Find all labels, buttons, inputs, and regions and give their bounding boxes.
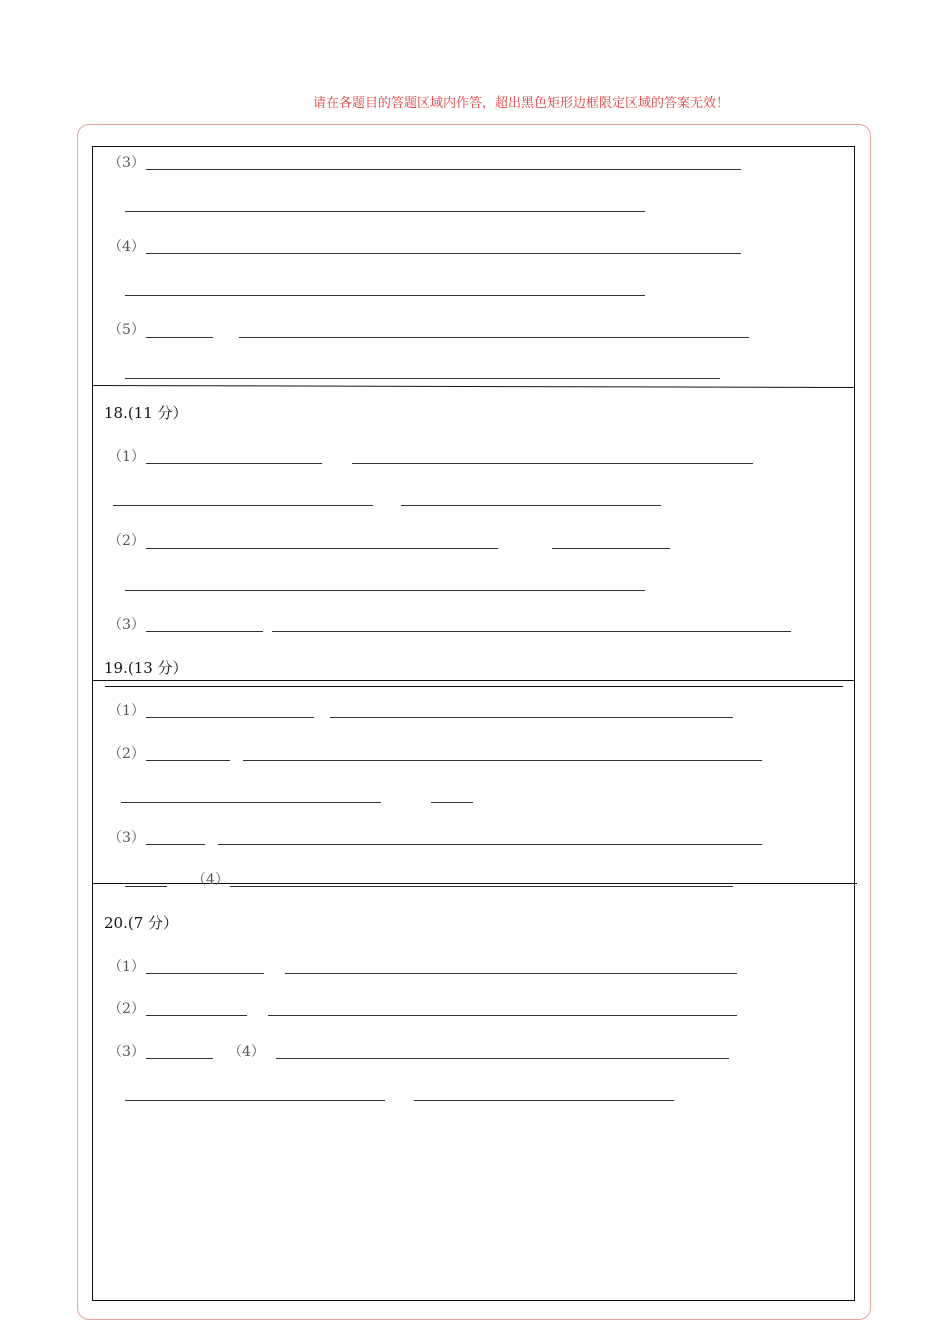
divider-19-header-rule (105, 686, 843, 687)
q19-part3-answer-blank-2[interactable] (218, 844, 762, 845)
q18-part1-answer-blank-2[interactable] (352, 463, 753, 464)
q17-part5-answer-line-2[interactable] (125, 378, 720, 379)
q17-part5-label: （5） (108, 322, 145, 338)
q18-part2-answer-blank-1[interactable] (146, 548, 498, 549)
q20-part1-answer-blank-1[interactable] (146, 973, 264, 974)
q20-part2-answer-blank-1[interactable] (146, 1015, 247, 1016)
answer-area-notice: 请在各题目的答题区域内作答，超出黑色矩形边框限定区域的答案无效！ (312, 96, 729, 111)
q17-part4-answer-line-1[interactable] (146, 253, 741, 254)
q19-part3-answer-blank-1[interactable] (146, 844, 205, 845)
q19-part2-answer-blank-1[interactable] (146, 760, 230, 761)
q19-part1-answer-blank-1[interactable] (146, 717, 314, 718)
q18-part3-answer-blank-1[interactable] (146, 631, 263, 632)
q18-part2-answer-blank-2[interactable] (552, 548, 670, 549)
q20-part2-label: （2） (108, 1001, 145, 1017)
q18-part1-answer-blank-3[interactable] (113, 505, 373, 506)
q20-part1-answer-blank-2[interactable] (285, 973, 737, 974)
q17-part3-answer-line-1[interactable] (146, 169, 741, 170)
q20-part4-answer-blank-1[interactable] (276, 1058, 729, 1059)
q19-part2-label: （2） (108, 746, 145, 762)
q19-part4-answer-line[interactable] (230, 886, 733, 887)
q18-part3-label: （3） (108, 617, 145, 633)
q19-part1-label: （1） (108, 703, 145, 719)
q20-part4-label: （4） (228, 1044, 265, 1060)
q20-part3-label: （3） (108, 1044, 145, 1060)
q18-part1-answer-blank-1[interactable] (146, 463, 322, 464)
q19-part3-answer-blank-3[interactable] (125, 886, 167, 887)
q20-part3-answer-blank[interactable] (146, 1058, 213, 1059)
q18-header: 18.(11 分） (104, 404, 188, 422)
divider-18-19 (92, 680, 855, 681)
q18-part2-answer-line-2[interactable] (125, 590, 645, 591)
q20-part1-label: （1） (108, 959, 145, 975)
q18-part2-label: （2） (108, 533, 145, 549)
q20-part4-answer-blank-2[interactable] (125, 1100, 385, 1101)
q18-part1-answer-blank-4[interactable] (401, 505, 661, 506)
q18-part1-label: （1） (108, 449, 145, 465)
q17-part5-answer-blank[interactable] (146, 337, 213, 338)
q17-part4-label: （4） (108, 239, 145, 255)
q17-part3-answer-line-2[interactable] (125, 211, 645, 212)
q19-part2-answer-blank-3[interactable] (121, 802, 381, 803)
q17-part3-label: （3） (108, 155, 145, 171)
q19-part3-label: （3） (108, 830, 145, 846)
q19-part2-answer-blank-4[interactable] (431, 802, 473, 803)
q18-part3-answer-blank-2[interactable] (272, 631, 791, 632)
q20-header: 20.(7 分） (104, 914, 179, 932)
q19-part4-label: （4） (192, 872, 229, 888)
answer-area-box (92, 146, 855, 1301)
q17-part5-answer-line-1[interactable] (239, 337, 749, 338)
q19-part1-answer-blank-2[interactable] (330, 717, 733, 718)
q20-part2-answer-blank-2[interactable] (268, 1015, 737, 1016)
q17-part4-answer-line-2[interactable] (125, 295, 645, 296)
q20-part4-answer-blank-3[interactable] (414, 1100, 674, 1101)
q19-part2-answer-blank-2[interactable] (243, 760, 762, 761)
q19-header: 19.(13 分） (104, 659, 188, 677)
